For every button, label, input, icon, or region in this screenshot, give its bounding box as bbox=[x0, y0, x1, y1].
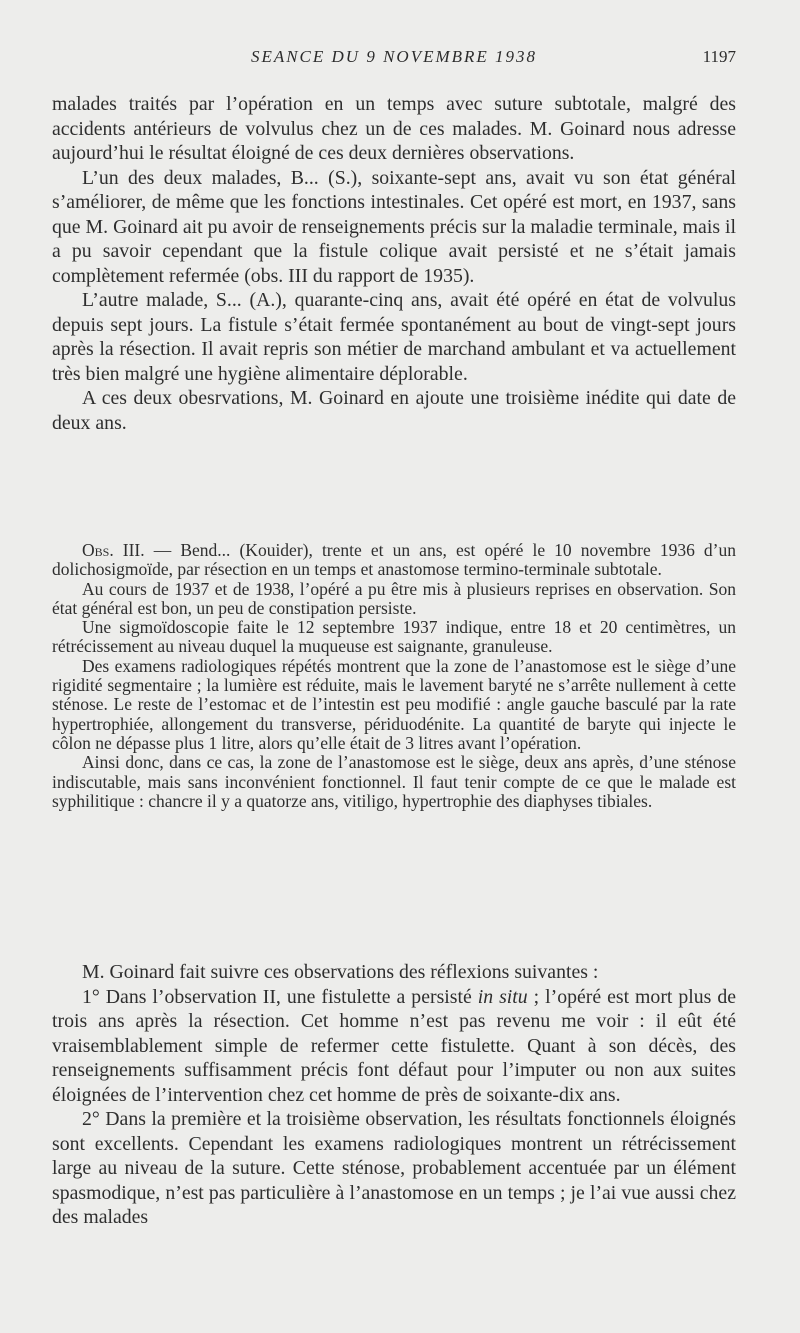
observation-paragraph: Ainsi donc, dans ce cas, la zone de l’anastomose est le siège, deux ans après, d’une sténose indiscutable, mais sans inconvénient fonctionnel. Il faut tenir compte de ce que le malade est syphilitique : chancre il y a quatorze ans, vitiligo, hypertrophie des diaphyses tibiales. bbox=[52, 752, 736, 811]
paragraph-third-observation-intro: A ces deux obesrvations, M. Goinard en ajoute une troisième inédite qui date de deux ans. bbox=[52, 387, 736, 434]
reflections-block bbox=[52, 960, 736, 1230]
observation-paragraph: Des examens radiologiques répétés montrent que la zone de l’anastomose est le siège d’une rigidité segmentaire ; la lumière est réduite, mais le lavement baryté ne s’arrête nullement à cette sténose. Le reste de l’estomac et de l’intestin est peu modifié : angle gauche basculé par la rate hypertrophiée, allongement du transverse, périduodénite. La quantité de baryte qui injecte le côlon ne dépasse plus 1 litre, alors qu’elle était de 3 litres avant l’opération. bbox=[52, 655, 736, 753]
observation-block bbox=[52, 541, 736, 811]
reflection-point-1 bbox=[52, 985, 736, 1108]
running-title: SEANCE DU 9 NOVEMBRE 1938 bbox=[250, 47, 538, 66]
reflection-point-1-end: ; l’opéré est mort plus de trois ans après la résection. Cet homme n’est pas revenu me voir : il eût été vraisemblablement simple de refermer cette fistulette. Quant à son décès, des renseignements suffisamment précis font défaut pour l’imputer ou non aux suites éloignées de l’intervention chez cet homme de près de soixante-dix ans. bbox=[52, 985, 736, 1106]
observation-text: — Bend... (Kouider), trente et un ans, est opéré le 10 novembre 1936 d’un dolichosigmoïde, par résection en un temps et anastomose termino-terminale subtotale. bbox=[52, 540, 736, 580]
observation-paragraph: Une sigmoïdoscopie faite le 12 septembre 1937 indique, entre 18 et 20 centimètres, un rétrécissement au niveau duquel la muqueuse est saignante, granuleuse. bbox=[52, 617, 736, 657]
paragraph-continuation: malades traités par l’opération en un temps avec suture subtotale, malgré des accidents antérieurs de volvulus chez un de ces malades. M. Goinard nous adresse aujourd’hui le résultat éloigné de ces deux dernières observations. bbox=[52, 93, 736, 164]
paragraph-first-patient: L’un des deux malades, B... (S.), soixante-sept ans, avait vu son état général s’améliorer, de même que les fonctions intestinales. Cet opéré est mort, en 1937, sans que M. Goinard ait pu avoir de renseignements précis sur la maladie terminale, mais il a pu savoir cependant que la fistule colique avait persisté et ne s’était jamais complètement refermée (obs. III du rapport de 1935). bbox=[52, 166, 736, 287]
observation-paragraph: Au cours de 1937 et de 1938, l’opéré a pu être mis à plusieurs reprises en observation. Son état général est bon, un peu de constipation persiste. bbox=[52, 578, 736, 618]
body-text bbox=[52, 92, 736, 435]
observation-label: Obs. III. bbox=[82, 540, 145, 560]
reflection-point-1-italic: in situ bbox=[477, 985, 528, 1008]
page-number: 1197 bbox=[702, 47, 736, 66]
running-header bbox=[52, 47, 736, 75]
reflection-point-2: 2° Dans la première et la troisième observation, les résultats fonctionnels éloignés sont excellents. Cependant les examens radiologiques montrent un rétrécissement large au niveau de la suture. Cette sténose, probablement accentuée par un élément spasmodique, n’est pas particulière à l’anastomose en un temps ; je l’ai vue aussi chez des malades bbox=[52, 1108, 736, 1228]
observation-first-paragraph bbox=[52, 541, 736, 580]
paragraph-second-patient: L’autre malade, S... (A.), quarante-cinq ans, avait été opéré en état de volvulus depuis sept jours. La fistule s’était fermée spontanément au bout de vingt-sept jours après la résection. Il avait repris son métier de marchand ambulant et va actuellement très bien malgré une hygiène alimentaire déplorable. bbox=[52, 289, 736, 385]
reflections-intro: M. Goinard fait suivre ces observations des réflexions suivantes : bbox=[82, 961, 599, 983]
reflection-point-1-start: 1° Dans l’observation II, une fistulette a persisté bbox=[82, 985, 478, 1008]
